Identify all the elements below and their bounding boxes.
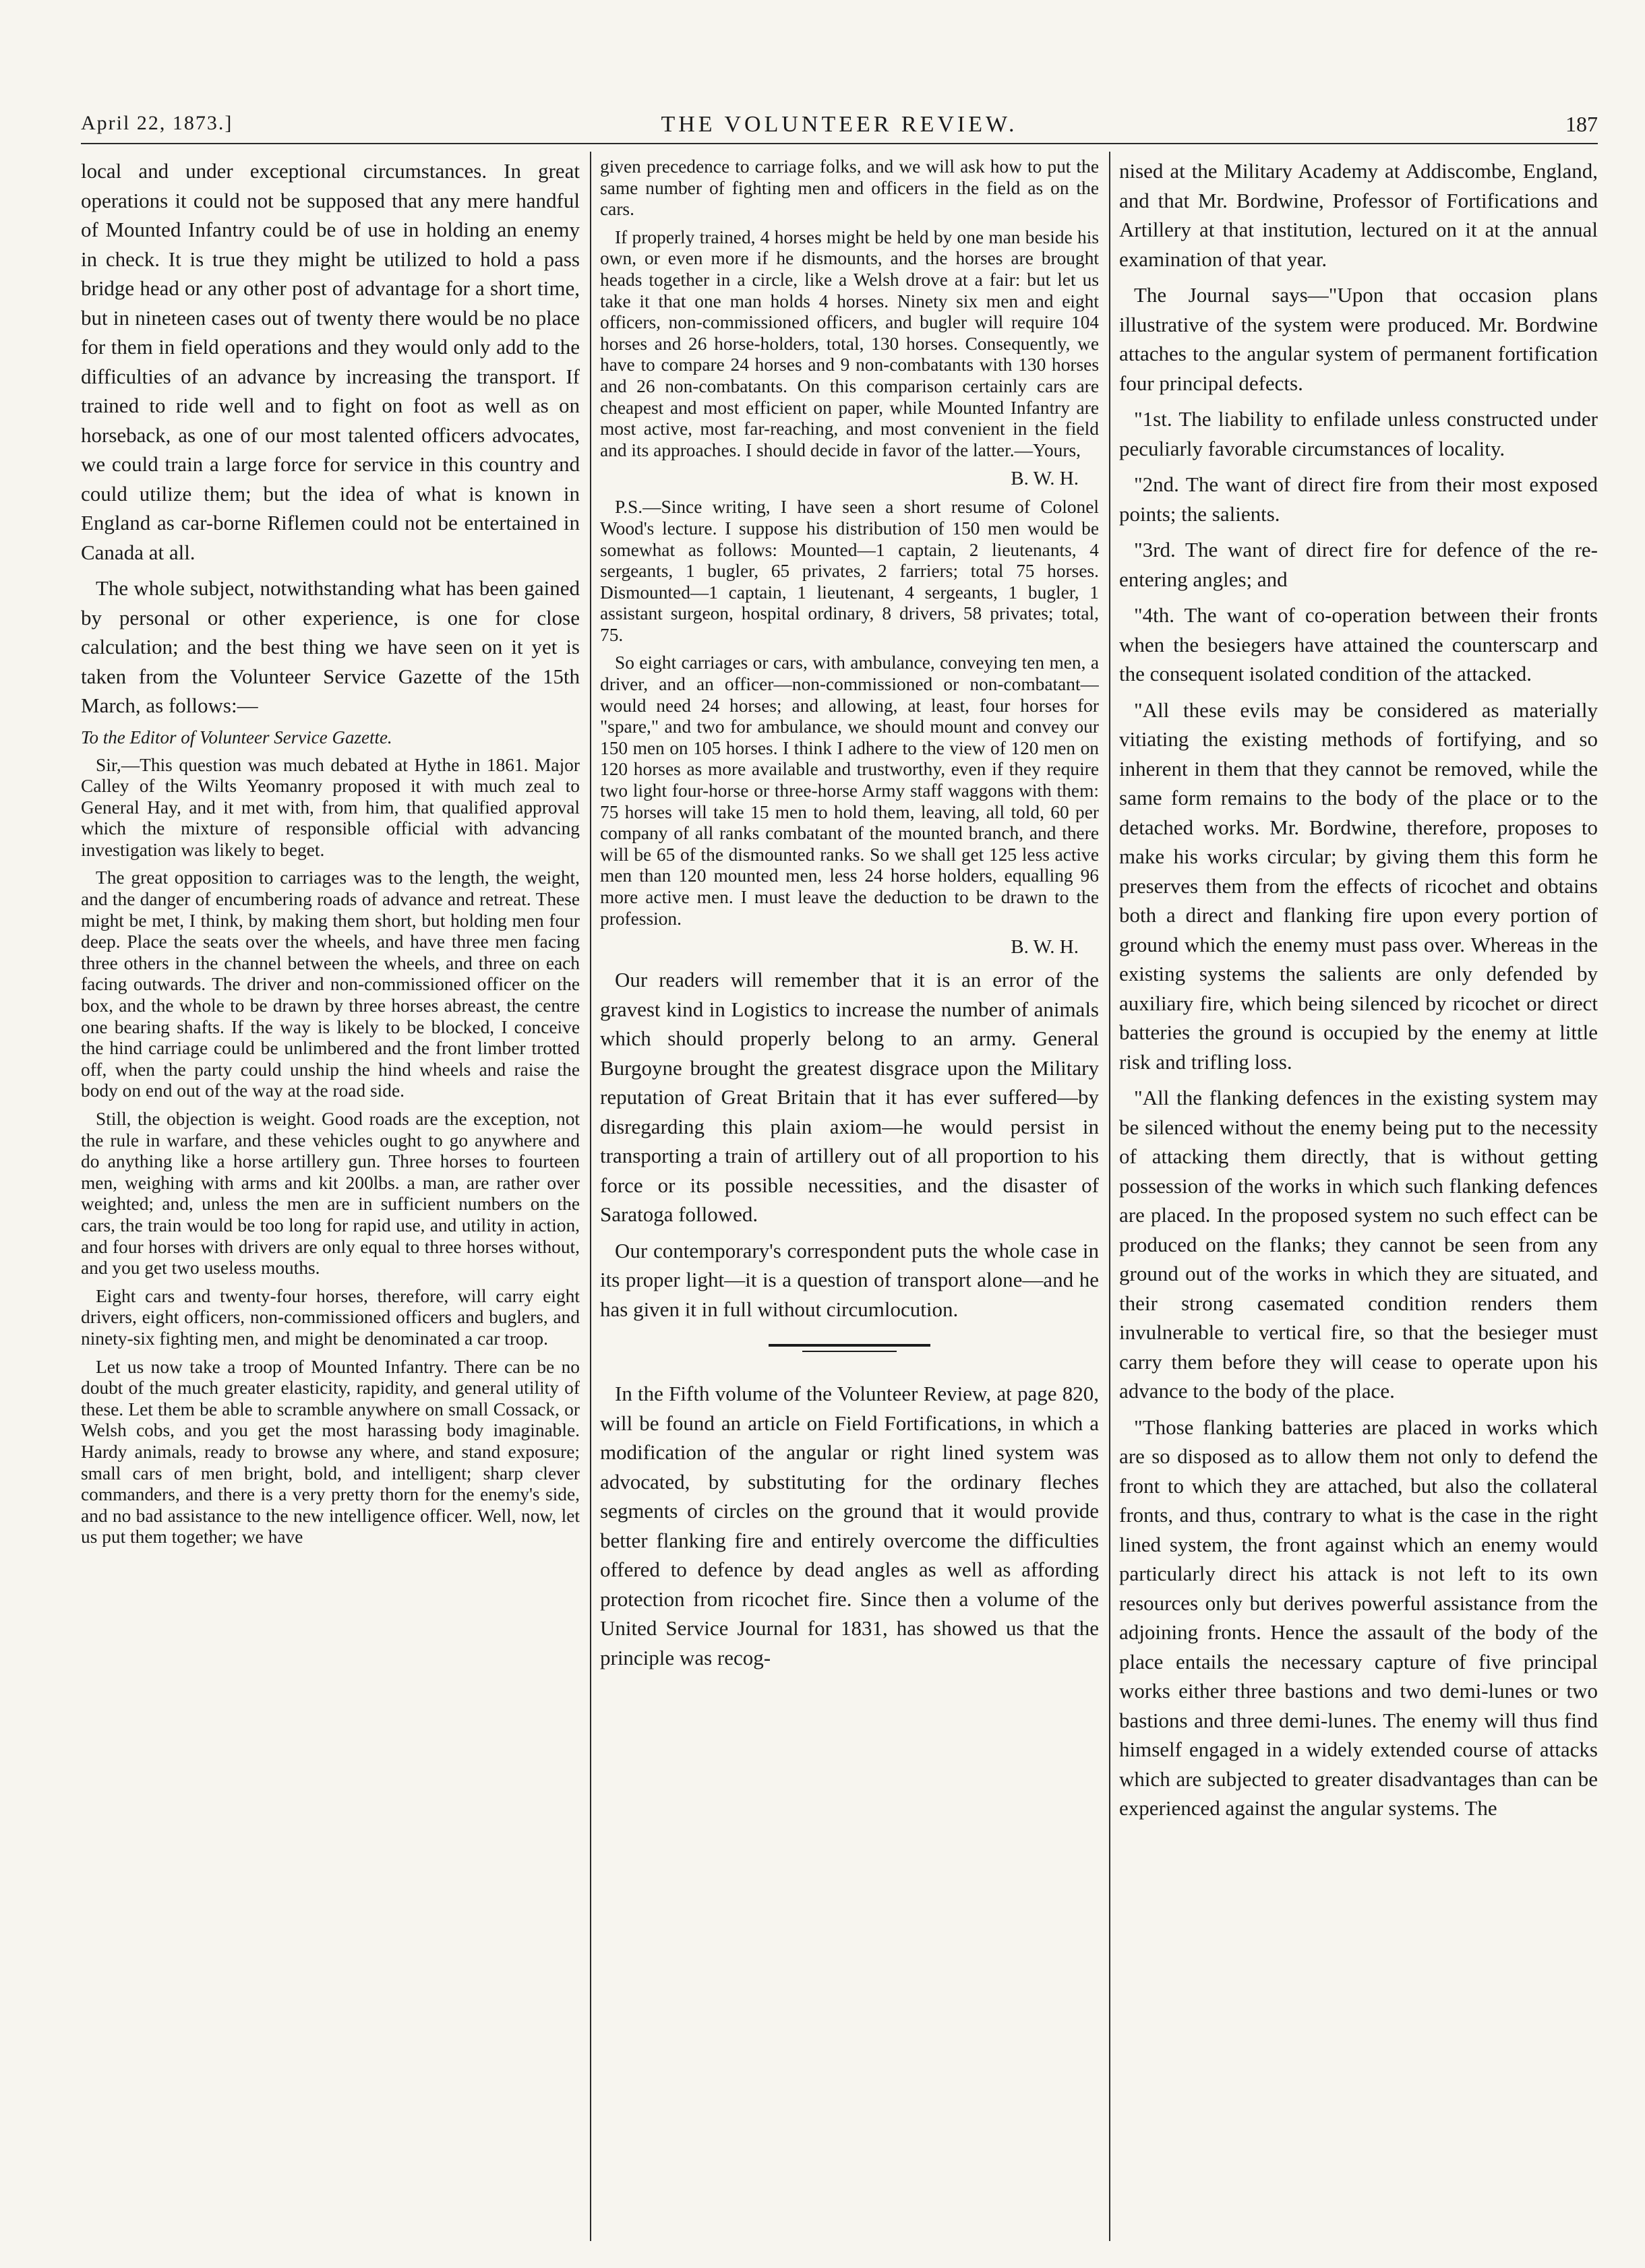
letter-paragraph: Let us now take a troop of Mounted Infantry. There can be no doubt of the much greater elasticity, rapidity, and general utility of these. Let them be able to scramble anywhere on small Cossack, or Welsh cobs, and you get the most harassing body imaginable. Hardy animals, ready to browse any where, and stand exposure; small cars of men bright, bold, and intelligent; sharp clever commanders, and there is a very pretty thorn for the enemy's side, and no bad assistance to the new intelligence officer. Well, now, let us put them together; we have [81, 1356, 580, 1547]
article-paragraph: "2nd. The want of direct fire from their most exposed points; the salients. [1119, 472, 1598, 526]
article-paragraph: In the Fifth volume of the Volunteer Review, at page 820, will be found an article on Field Fortifications, in which a modification of the angular or right lined system was advocated, by substituting for the ordinary fleches segments of circles on the ground that it would provide better flanking fire and entirely overcome the difficulties offered to defence by dead angles as well as affording protection from ricochet fire. Since then a volume of the United Service Journal for 1831, has showed us that the principle was recog- [600, 1382, 1099, 1669]
letter-paragraph: Sir,—This question was much debated at Hythe in 1861. Major Calley of the Wilts Yeomanry proposed it with much zeal to General Hay, and it met with, from him, that qualified approval which the mixture of responsible official with advancing investigation was likely to beget. [81, 754, 580, 860]
article-paragraph: "4th. The want of co-operation between their fronts when the besiegers have attained the counterscarp and the consequent isolated condition of the attacked. [1119, 603, 1598, 685]
letter-paragraph: Eight cars and twenty-four horses, therefore, will carry eight drivers, eight officers, non-commissioned officers and buglers, and ninety-six fighting men, and might be denominated a car troop. [81, 1285, 580, 1349]
article-paragraph: "3rd. The want of direct fire for defence of the re-entering angles; and [1119, 538, 1598, 591]
article-paragraph: "All these evils may be considered as materially vitiating the existing methods of fortifying, and so inherent in them that they cannot be removed, while the same form remains to the body of the place or to the detached works. Mr. Bordwine, therefore, proposes to make his works circular; by giving them this form he preserves them from the effects of ricochet and obtains both a direct and flanking fire upon every portion of ground which the enemy must pass over. Whereas in the existing systems the salients are only defended by auxiliary fire, which being silenced by ricochet or direct batteries the ground is occupied by the enemy at little risk and trifling loss. [1119, 698, 1598, 1074]
page-number: 187 [1565, 112, 1598, 136]
issue-date: April 22, 1873.] [81, 112, 233, 134]
column-rule-1 [590, 152, 591, 2241]
divider-thick-rule [769, 1344, 930, 1347]
header-rule [81, 143, 1598, 144]
column-3 [1119, 156, 1598, 2239]
postscript-paragraph: P.S.—Since writing, I have seen a short resume of Colonel Wood's lecture. I suppose his distribution of 150 men would be somewhat as follows: Mounted—1 captain, 2 lieutenants, 4 sergeants, 1 bugler, 65 privates, 2 farriers; total 75 horses. Dismounted—1 captain, 1 lieutenant, 4 sergeants, 1 bugler, 1 assistant surgeon, hospital ordinary, 8 drivers, 58 privates; total, 75. [600, 497, 1099, 645]
postscript-paragraph: So eight carriages or cars, with ambulance, conveying ten men, a driver, and an officer—non-commissioned or non-combatant—would need 24 horses; and allowing, at least, four horses for "spare," and two for ambulance, we should mount and convey our 150 men on 105 horses. I think I adhere to the view of 120 men on 120 horses as more available and trustworthy, even if they require two light four-horse or three-horse Army staff waggons with them: 75 horses will take 15 men to hold them, leaving, all told, 60 per company of all ranks combatant of the mounted branch, and there will be 65 of the dismounted ranks. So we shall get 125 less active men than 120 mounted men, less 24 horse holders, equalling 96 more active men. I must leave the deduction to be drawn to the profession. [600, 652, 1099, 929]
divider-thin-rule [802, 1351, 897, 1352]
article-paragraph: The Journal says—"Upon that occasion plans illustrative of the system were produced. Mr. Bordwine attaches to the angular system of permanent fortification four principal defects. [1119, 283, 1598, 395]
article-paragraph: local and under exceptional circumstances. In great operations it could not be supposed that any mere handful of Mounted Infantry could be of use in holding an enemy in check. It is true they might be utilized to hold a pass bridge head or any other post of advantage for a short time, but in nineteen cases out of twenty there would be no place for them in field operations and they would only add to the difficulties of an advance by increasing the transport. If trained to ride well and to fight on foot as well as on horseback, as one of our most talented officers advocates, we could train a large force for service in this country and could utilize them; but the idea of what is known in England as car-borne Riflemen could not be entertained in Canada at all. [81, 159, 580, 564]
article-paragraph: "Those flanking batteries are placed in works which are so disposed as to allow them not only to defend the front to which they are attached, but also the collateral fronts, and thus, contrary to what is the case in the right lined system, the front against which an enemy would particularly direct his attack is not left to its own resources only but derives powerful assistance from the adjoining fronts. Hence the assault of the body of the place entails the necessary capture of five principal works either three bastions and two demi-lunes or two bastions and three demi-lunes. The enemy will thus find himself engaged in a widely extended course of attacks which are subjected to greater disadvantages than can be experienced against the angular systems. The [1119, 1415, 1598, 1820]
letter-signature: B. W. H. [1011, 936, 1079, 958]
article-paragraph: nised at the Military Academy at Addiscombe, England, and that Mr. Bordwine, Professor of Fortifications and Artillery at that institution, lectured on it at the annual examination of that year. [1119, 159, 1598, 271]
letter-signature: B. W. H. [1011, 468, 1079, 490]
article-paragraph: "All the flanking defences in the existing system may be silenced without the enemy being put to the necessity of attacking them directly, that is without getting possession of the works in which such flanking defences are placed. In the proposed system no such effect can be produced on the flanks; they cannot be seen from any ground out of the works in which they are situated, and their strong casemated condition renders them invulnerable to vertical fire, so that the besieger must carry them before they will cease to operate upon his advance to the body of the place. [1119, 1086, 1598, 1403]
letter-paragraph: Still, the objection is weight. Good roads are the exception, not the rule in warfare, and these vehicles ought to go anywhere and do anything like a horse artillery gun. Three horses to fourteen men, weighing with arms and kit 200lbs. a man, are rather over weighted; and, unless the men are in sufficient numbers on the cars, the train would be too long for rapid use, and utility in action, and four horses with drivers are only equal to three horses without, and you get two useless mouths. [81, 1109, 580, 1279]
letter-paragraph: given precedence to carriage folks, and we will ask how to put the same number of fighting men and officers in the field as on the cars. [600, 156, 1099, 220]
article-paragraph: "1st. The liability to enfilade unless constructed under peculiarly favorable circumstances of locality. [1119, 407, 1598, 460]
letter-paragraph: If properly trained, 4 horses might be held by one man beside his own, or even more if he dismounts, and the horses are brought heads together in a circle, like a Welsh drove at a fair: but let us take it that one man holds 4 horses. Ninety six men and eight officers, non-commissioned officers, and bugler will require 104 horses and 26 horse-holders, total, 130 horses. Consequently, we have to compare 24 horses and 9 non-combatants with 130 horses and 26 non-combatants. On this comparison certainly cars are cheapest and most efficient on paper, while Mounted Infantry are most active, most far-reaching, and most convenient in the field and its approaches. I should decide in favor of the latter.—Yours, [600, 226, 1099, 460]
article-paragraph: Our contemporary's correspondent puts the whole case in its proper light—it is a question of transport alone—and he has given it in full without circumlocution. [600, 1238, 1099, 1321]
article-paragraph: Our readers will remember that it is an error of the gravest kind in Logistics to increase the number of animals which should properly belong to an army. General Burgoyne brought the greatest disgrace upon the Military reputation of Great Britain that it has ever suffered—by disregarding this plain axiom—he would persist in transporting a train of artillery out of all proportion to his force or its possible necessities, and the disaster of Saratoga followed. [600, 968, 1099, 1227]
masthead [81, 112, 1598, 152]
letter-paragraph: The great opposition to carriages was to the length, the weight, and the danger of encumbering roads of advance and retreat. These might be met, I think, by making them short, but holding men four deep. Place the seats over the wheels, and have three men facing three others in the channel between the wheels, and three on each facing outwards. The driver and non-commissioned officer on the box, and the whole to be drawn by three horses abreast, the centre one bearing shafts. If the way is likely to be blocked, I conceive the hind carriage could be unlimbered and the front limber trotted off, when the party could unship the hind wheels and raise the body on end out of the way at the road side. [81, 867, 580, 1101]
newspaper-title: THE VOLUNTEER REVIEW. [661, 112, 1018, 137]
column-2 [600, 156, 1099, 2239]
column-rule-2 [1109, 152, 1110, 2241]
letter-heading: To the Editor of Volunteer Service Gazette. [81, 727, 392, 747]
article-paragraph: The whole subject, notwithstanding what has been gained by personal or other experience, is one for close calculation; and the best thing we have seen on it yet is taken from the Volunteer Service Gazette of the 15th March, as follows:— [81, 576, 580, 717]
column-1 [81, 156, 580, 2239]
section-divider [600, 1335, 1099, 1364]
